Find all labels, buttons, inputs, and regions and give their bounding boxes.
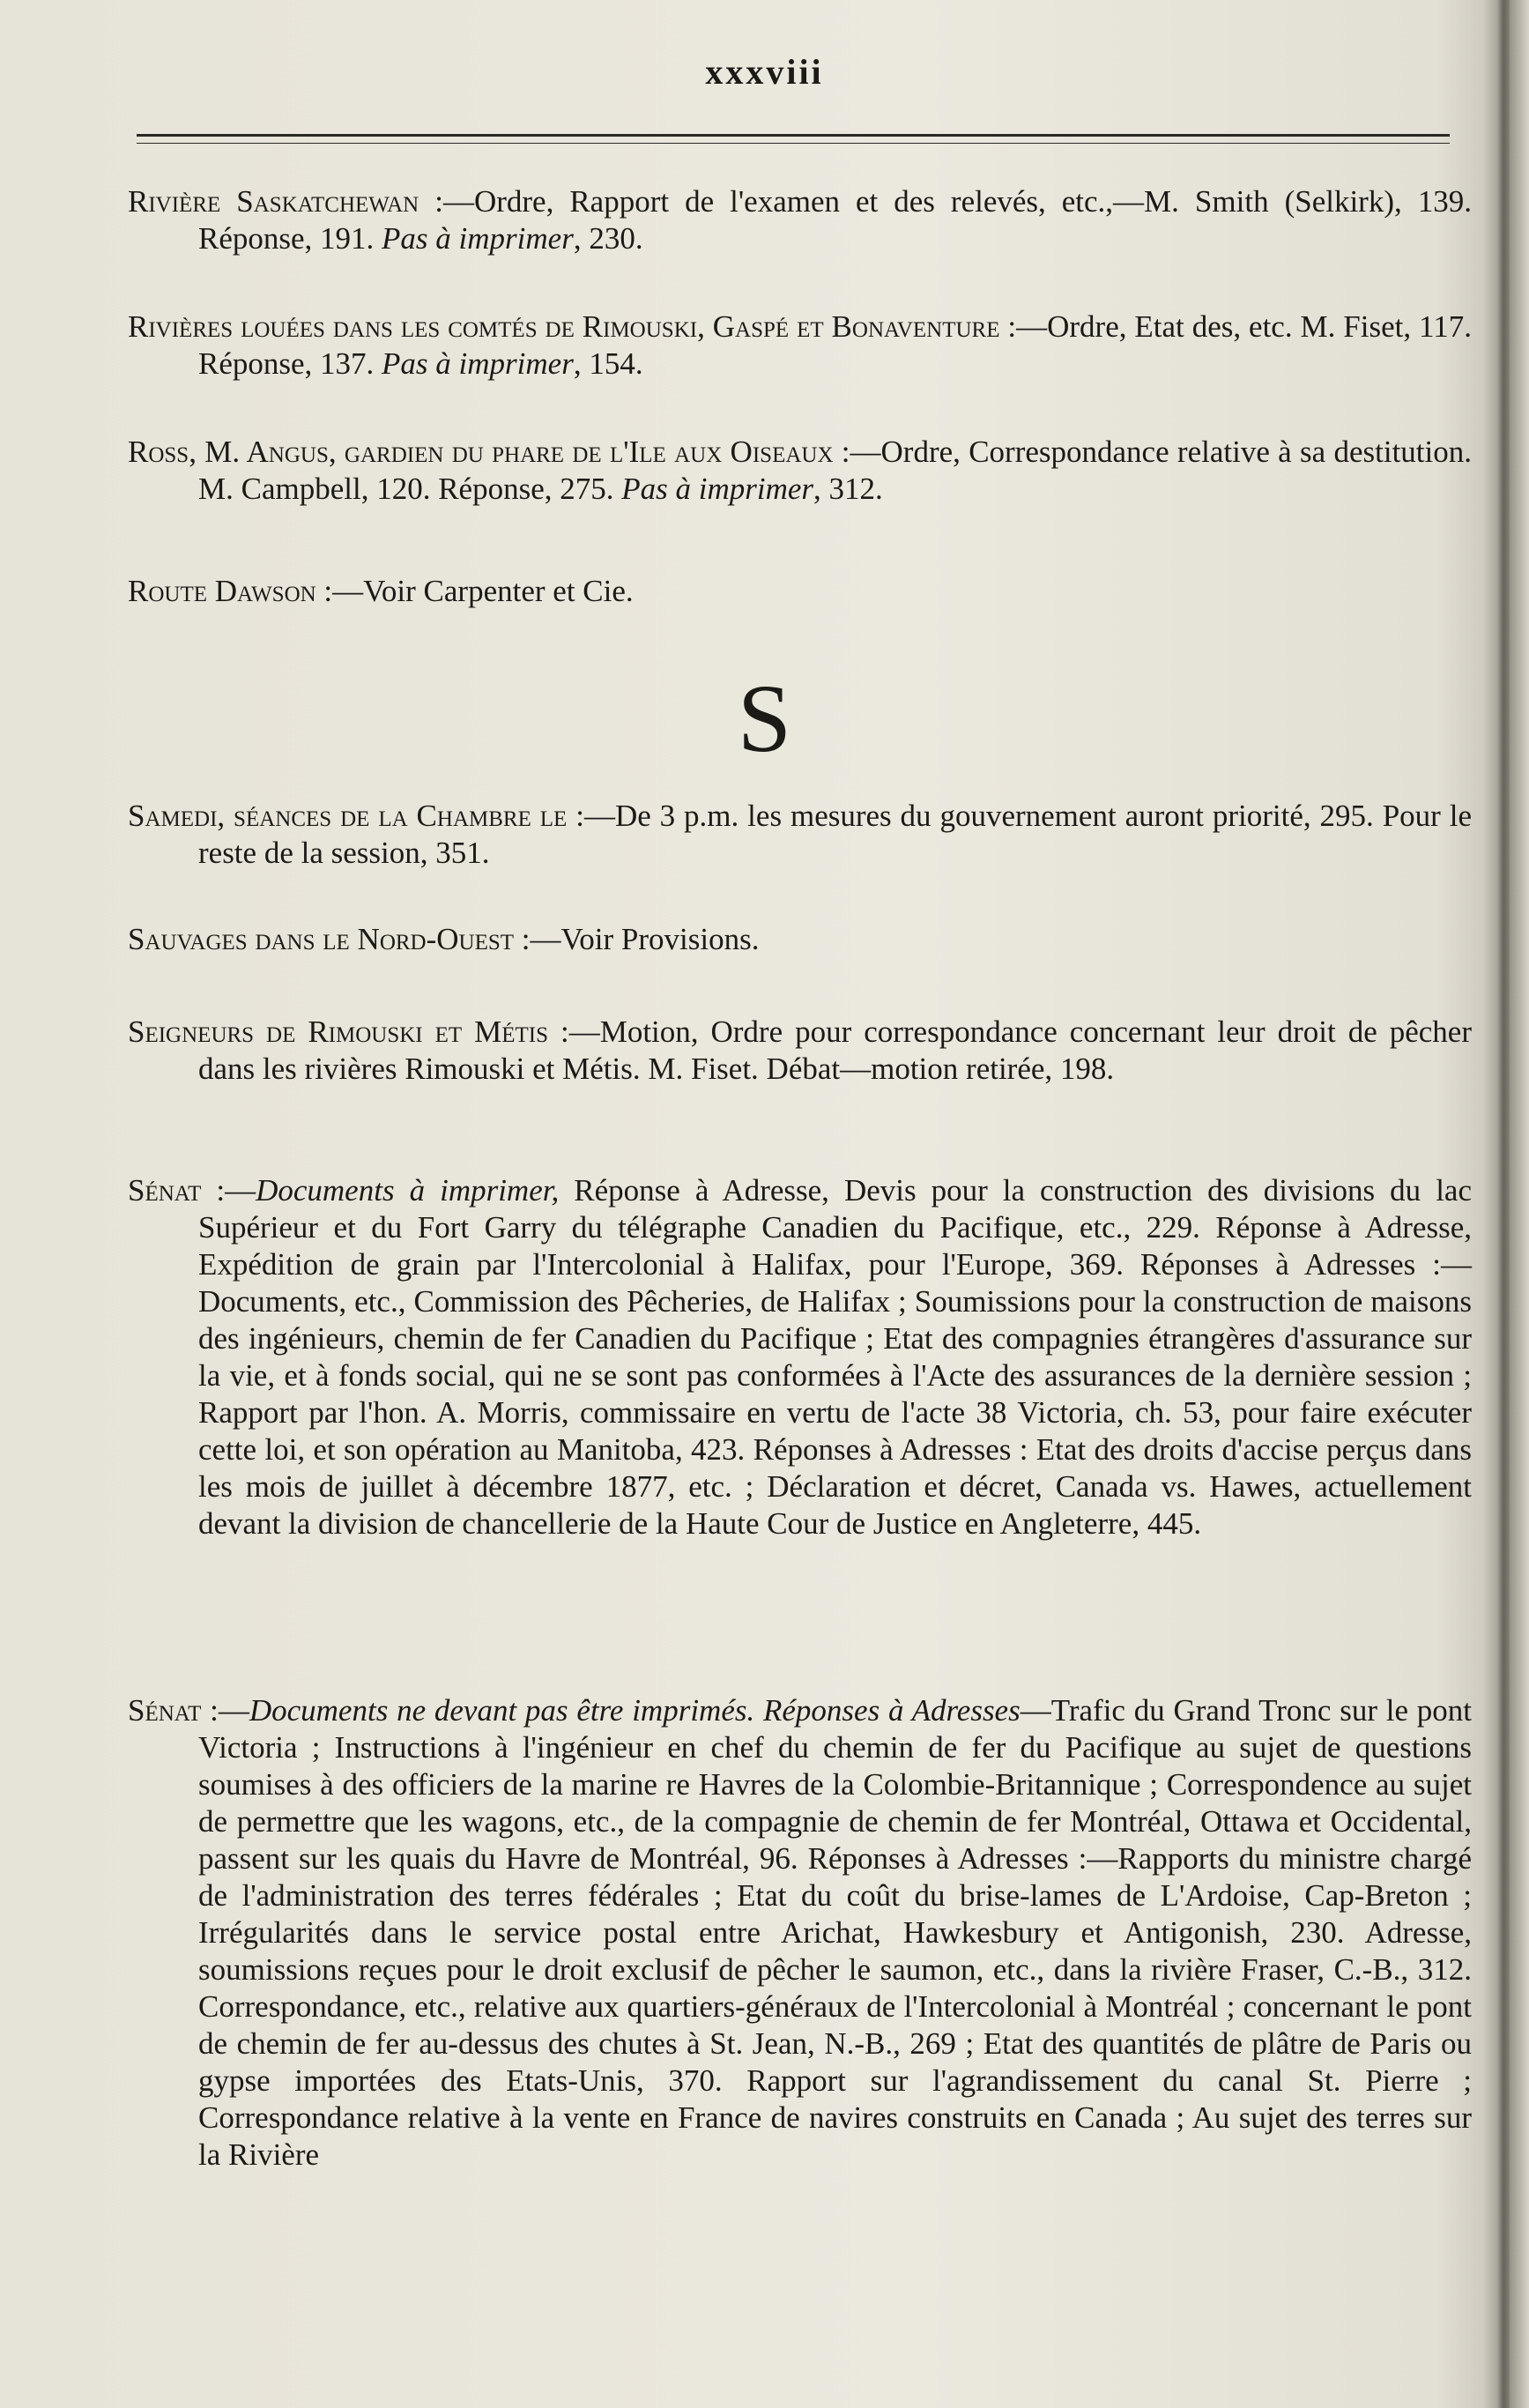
entry-body: —Voir Provisions. bbox=[530, 922, 760, 956]
entry-italic: Pas à imprimer bbox=[382, 346, 574, 381]
entry-body: —Motion, Ordre pour correspondance concernant leur droit de pêcher dans les rivières Rimouski et Métis. M. Fiset. Débat—motion retirée, 198. bbox=[198, 1014, 1472, 1086]
entry-italic: Pas à imprimer bbox=[382, 221, 574, 256]
entry-body: —Ordre, Rapport de l'examen et des relevés, etc.,—M. Smith (Selkirk), 139. Réponse, 191. bbox=[198, 184, 1472, 256]
page-number: xxxviii bbox=[705, 52, 824, 92]
index-entry bbox=[128, 1172, 1472, 1542]
entry-tail: Réponse à Adresse, Devis pour la construction des divisions du lac Supérieur et du Fort Garry du télégraphe Canadien du Pacifique, etc., 229. Réponse à Adresse, Expédition de grain par l'Intercolonial à Halifax, pour l'Europe, 369. Réponses à Adresses :—Documents, etc., Commission des Pêcheries, de Halifax ; Soumissions pour la construction de maisons des ingénieurs, chemin de fer Canadien du Pacifique ; Etat des compagnies étrangères d'assurance sur la vie, et à fonds social, qui ne se sont pas conformées à l'Acte des assurances de la dernière session ; Rapport par l'hon. A. Morris, commissaire en vertu de l'acte 38 Victoria, ch. 53, pour faire exécuter cette loi, et son opération au Manitoba, 423. Réponses à Adresses : Etat des droits d'accise perçus dans les mois de juillet à décembre 1877, etc. ; Déclaration et décret, Canada vs. Hawes, actuellement devant la division de chancellerie de la Haute Cour de Justice en Angleterre, 445. bbox=[198, 1173, 1472, 1541]
entry-italic: Pas à imprimer bbox=[621, 472, 814, 506]
header-rule-thin bbox=[137, 143, 1450, 144]
entry-italic: Documents ne devant pas être imprimés. Réponses à Adresses bbox=[249, 1693, 1021, 1728]
header-rule-thick bbox=[137, 134, 1450, 137]
entry-heading: Samedi, séances de la Chambre le : bbox=[128, 799, 584, 833]
section-letter: S bbox=[737, 665, 792, 772]
index-entry bbox=[128, 573, 1472, 610]
index-entry bbox=[128, 183, 1472, 257]
entry-body: —Voir Carpenter et Cie. bbox=[332, 574, 634, 608]
entry-body: —De 3 p.m. les mesures du gouvernement auront priorité, 295. Pour le reste de la session, 351. bbox=[198, 799, 1472, 870]
entry-body: —Ordre, Etat des, etc. M. Fiset, 117. Réponse, 137. bbox=[198, 309, 1472, 381]
index-entry bbox=[128, 921, 1472, 958]
entry-tail: , 154. bbox=[573, 346, 643, 381]
index-entry bbox=[128, 434, 1472, 508]
index-entry bbox=[128, 1692, 1472, 2174]
index-entry bbox=[128, 1014, 1472, 1088]
index-entry bbox=[128, 308, 1472, 383]
entry-heading: Sénat : bbox=[128, 1693, 219, 1728]
entry-tail: , 312. bbox=[813, 472, 883, 506]
entry-tail: —Trafic du Grand Tronc sur le pont Victoria ; Instructions à l'ingénieur en chef du chemin de fer du Pacifique au sujet de questions soumises à des officiers de la marine re Havres de la Colombie-Britannique ; Correspondence au sujet de permettre que les wagons, etc., de la compagnie de chemin de fer Montréal, Ottawa et Occidental, passent sur les quais du Havre de Montréal, 96. Réponses à Adresses :—Rapports du ministre chargé de l'administration des terres fédérales ; Etat du coût du brise-lames de L'Ardoise, Cap-Breton ; Irrégularités dans le service postal entre Arichat, Hawkesbury et Antigonish, 230. Adresse, soumissions reçues pour le droit exclusif de pêcher le saumon, etc., dans la rivière Fraser, C.-B., 312. Correspondance, etc., relative aux quartiers-généraux de l'Intercolonial à Montréal ; concernant le pont de chemin de fer au-dessus des chutes à St. Jean, N.-B., 269 ; Etat des quantités de plâtre de Paris ou gypse importées des Etats-Unis, 370. Rapport sur l'agrandissement du canal St. Pierre ; Correspondance relative à la vente en France de navires construits en Canada ; Au sujet des terres sur la Rivière bbox=[198, 1693, 1472, 2172]
entry-heading: Rivière Saskatchewan : bbox=[128, 184, 443, 219]
entry-body: — bbox=[225, 1173, 256, 1208]
entry-heading: Sauvages dans le Nord-Ouest : bbox=[128, 922, 531, 956]
index-entry bbox=[128, 798, 1472, 872]
entry-heading: Ross, M. Angus, gardien du phare de l'Ile aux Oiseaux : bbox=[128, 435, 850, 469]
entry-heading: Seigneurs de Rimouski et Métis : bbox=[128, 1014, 569, 1049]
entry-body: —Ordre, Correspondance relative à sa destitution. M. Campbell, 120. Réponse, 275. bbox=[198, 435, 1472, 506]
entry-tail: , 230. bbox=[573, 221, 643, 256]
entry-italic: Documents à imprimer, bbox=[256, 1173, 560, 1208]
entry-heading: Rivières louées dans les comtés de Rimouski, Gaspé et Bonaventure : bbox=[128, 309, 1017, 344]
entry-body: — bbox=[218, 1693, 249, 1728]
entry-heading: Route Dawson : bbox=[128, 574, 333, 608]
entry-heading: Sénat : bbox=[128, 1173, 226, 1208]
binding-edge-shadow bbox=[1497, 0, 1510, 2408]
